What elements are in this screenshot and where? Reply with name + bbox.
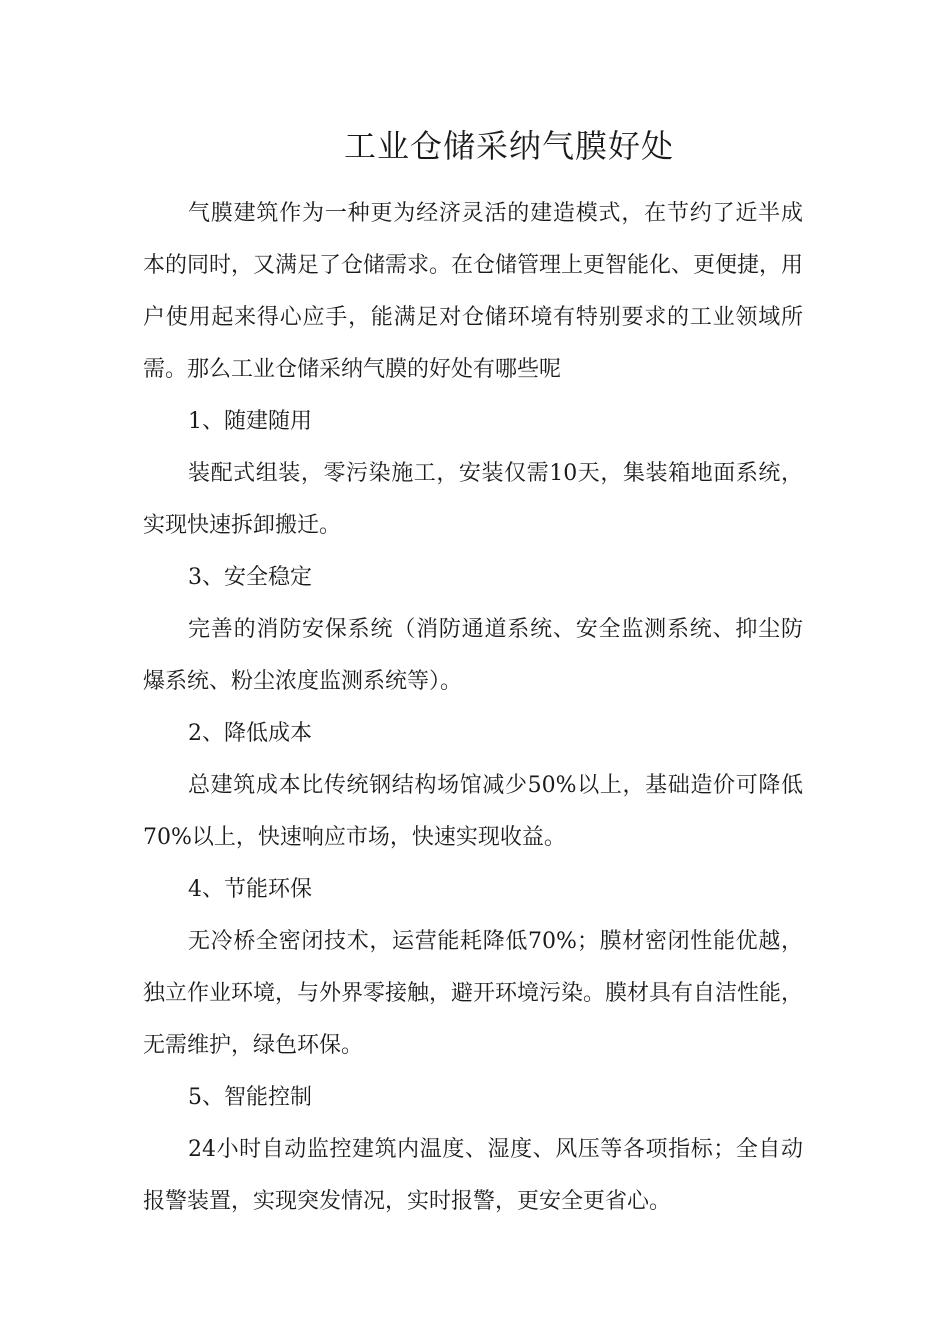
intro-paragraph: 气膜建筑作为一种更为经济灵活的建造模式，在节约了近半成本的同时，又满足了仓储需求。在仓储管理上更智能化、更便捷，用户使用起来得心应手，能满足对仓储环境有特别要求的工业领域所需。那么工业仓储采纳气膜的好处有哪些呢 <box>143 201 804 382</box>
section-paragraph: 总建筑成本比传统钢结构场馆减少50%以上，基础造价可降低70%以上，快速响应市场，快速实现收益。 <box>143 773 803 850</box>
section-heading: 4、节能环保 <box>188 877 312 902</box>
section-paragraph: 24小时自动监控建筑内温度、湿度、风压等各项指标；全自动报警装置，实现突发情况，实时报警，更安全更省心。 <box>143 1137 803 1214</box>
section-heading: 1、随建随用 <box>188 409 312 434</box>
section-paragraph: 装配式组装，零污染施工，安装仅需10天，集装箱地面系统，实现快速拆卸搬迁。 <box>143 461 803 538</box>
section-heading: 3、安全稳定 <box>188 565 312 590</box>
section-heading: 5、智能控制 <box>188 1085 312 1110</box>
section-paragraph: 完善的消防安保系统（消防通道系统、安全监测系统、抑尘防爆系统、粉尘浓度监测系统等）。 <box>143 617 803 694</box>
section-heading: 2、降低成本 <box>188 721 312 746</box>
document-title: 工业仓储采纳气膜好处 <box>343 127 674 165</box>
document-body <box>143 188 803 1228</box>
section-paragraph: 无冷桥全密闭技术，运营能耗降低70%；膜材密闭性能优越，独立作业环境，与外界零接触，避开环境污染。膜材具有自洁性能，无需维护，绿色环保。 <box>143 929 804 1058</box>
